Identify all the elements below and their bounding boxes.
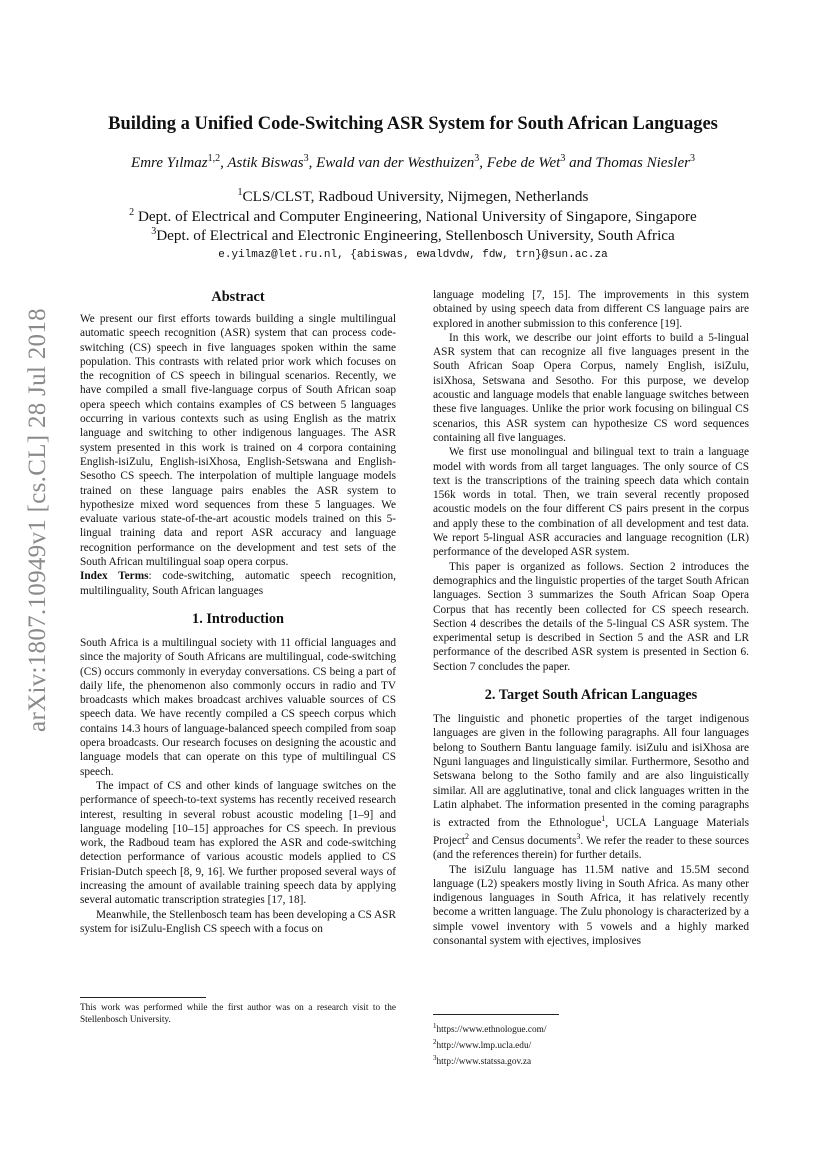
intro-continuation: language modeling [7, 15]. The improvements in this system obtained by using speech data from different CS language pairs are explored in another submission to this conference [19]. (433, 289, 749, 330)
footnote-1: $^1$https://www.ethnologue.com/ (433, 1022, 547, 1036)
footnote-left: This work was performed while the first author was on a research visit to the Stellenbosch University. (80, 1003, 396, 1025)
abstract-heading: Abstract (211, 289, 265, 305)
affiliation-3: $^3$Dept. of Electrical and Electronic Engineering, Stellenbosch University, South Africa (151, 226, 675, 245)
section-2-paragraph-2: The isiZulu language has 11.5M native and 15.5M second language (L2) speakers mostly living in South Africa. As many other indigenous languages in South Africa, it has relatively recently become a written language. The Zulu phonology is characterized by a simple vowel inventory with 5 vowels and a highly marked consonantal system with ejectives, implosives (433, 863, 749, 947)
intro-paragraph-2: The impact of CS and other kinds of language switches on the performance of speech-to-text systems has recently received research interest, resulting in several robust acoustic modeling [1–9] and language modeling [10–15] approaches for CS speech. In previous work, the Radboud team has explored the ASR and code-switching detection performance of various acoustic models applied to CS Frisian-Dutch speech [8, 9, 16]. We further proposed several ways of increasing the amount of available training speech data by applying several automatic transcription strategies [17, 18]. (80, 779, 396, 907)
footnote-divider-left (80, 997, 206, 998)
index-terms: Index Terms: code-switching, automatic speech recognition, multilinguality, South African languages (80, 570, 397, 597)
affiliation-1: $^1$CLS/CLST, Radboud University, Nijmegen, Netherlands (237, 187, 589, 206)
intro-paragraph-6: This paper is organized as follows. Section 2 introduces the demographics and the linguistic properties of the target South African languages. Section 3 summarizes the South African Soap Opera Corpus that has recently been collected for CS speech research. Section 4 describes the details of the 5-lingual CS ASR system. The experimental setup is described in Section 5 and the ASR and LR performance of the described ASR system is presented in Section 6. Section 7 concludes the paper. (433, 560, 749, 673)
paper-title: Building a Unified Code-Switching ASR System for South African Languages (108, 114, 718, 134)
footnote-ref-2: 2 (465, 832, 469, 842)
author-4: Febe de Wet$^3$ and (486, 153, 596, 171)
author-3: Ewald van der Westhuizen$^3$, (316, 153, 487, 171)
footnotes-right (433, 1020, 749, 1068)
intro-paragraph-3: Meanwhile, the Stellenbosch team has been developing a CS ASR system for isiZulu-English CS speech with a focus on (80, 908, 396, 935)
arxiv-side-stamp (20, 308, 56, 732)
author-5: Thomas Niesler$^3$ (595, 153, 695, 171)
author-emails: e.yilmaz@let.ru.nl, {abiswas, ewaldvdw, fdw, trn}@sun.ac.za (218, 249, 608, 261)
section-1-heading: 1. Introduction (192, 610, 284, 627)
intro-paragraph-1: South Africa is a multilingual society with 11 official languages and since the majority of South Africans are multilingual, code-switching (CS) occurs commonly in everyday conversations. CS being a part of daily life, the phenomenon also commonly occurs in radio and TV broadcasts which makes broadcast archives valuable sources of CS speech data. We have recently compiled a CS speech corpus which contains 14.3 hours of language-balanced speech compiled from soap opera broadcasts. Our research focuses on designing the acoustic and language models that can operate on this type of multilingual CS speech. (80, 636, 396, 778)
footnote-3: $^3$http://www.statssa.gov.za (433, 1054, 532, 1068)
right-column (433, 288, 749, 948)
footnote-divider-right (433, 1014, 559, 1015)
author-2: Astik Biswas$^3$, (227, 153, 317, 171)
intro-paragraph-4: In this work, we describe our joint efforts to build a 5-lingual ASR system that can recognize all five languages present in the South African Soap Opera Corpus, namely English, isiZulu, isiXhosa, Setswana and Sesotho. For this purpose, we develop acoustic and language models that enable language switches between these five languages. Unlike the prior work focusing on bilingual CS scenarios, this ASR system can hypothesize CS word sequences containing all five languages. (433, 331, 749, 444)
section-2-heading: 2. Target South African Languages (484, 687, 698, 704)
intro-paragraph-5: We first use monolingual and bilingual text to train a language model with words from all target languages. The only source of CS text is the transcriptions of the training speech data which contain 156k words in total. Then, we train several recently proposed acoustic models on the four different CS pairs present in the corpus and apply these to the combination of all development and test data. We report 5-lingual ASR accuracies and language recognition (LR) performance of the developed ASR system. (433, 446, 749, 559)
section-2-paragraph-1: The linguistic and phonetic properties of the target indigenous languages are given in the following paragraphs. All four languages belong to Southern Bantu language family. isiZulu and isiXhosa are Nguni languages and linguistically similar. Furthermore, Sesotho and Setswana belong to the Sotho family and are also linguistically similar. All are agglutinative, tonal and click languages written in the Latin alphabet. The information presented in the coming paragraphs is extracted from the Ethnologue$^1$, UCLA Language Materials Project$^2$ and Census documents$^3$. We refer the reader to these sources (and the references therein) for further details. (433, 713, 750, 862)
left-column (80, 288, 396, 936)
arxiv-identifier: arXiv:1807.10949v1 [cs.CL] 28 Jul 2018 (24, 308, 51, 732)
affiliation-2: $^2$ Dept. of Electrical and Computer Engineering, National University of Singapore, Singapore (129, 207, 697, 226)
index-terms-label: Index Terms (80, 570, 149, 583)
author-list (60, 153, 766, 172)
footnote-ref-1: 1 (601, 814, 606, 824)
footnote-2: $^2$http://www.lmp.ucla.edu/ (433, 1038, 532, 1052)
abstract-text: We present our first efforts towards building a single multilingual automatic speech recognition (ASR) system that can process code-switching (CS) speech in five languages spoken within the same population. This contrasts with related prior work which focuses on the recognition of CS speech in bilingual scenarios. Recently, we have compiled a small five-language corpus of South African soap opera speech which contains examples of CS between 5 languages occurring in various contexts such as using English as the matrix language and switching to other indigenous languages. The ASR system presented in this work is trained on 4 corpora containing English-isiZulu, English-isiXhosa, English-Setswana and English-Sesotho CS speech. The interpolation of multiple language models trained on these language pairs enables the ASR system to hypothesize mixed word sequences from these 5 languages. We evaluate various state-of-the-art acoustic models trained on this 5-lingual training data and report ASR accuracy and language recognition performance on the development and test sets of the South African multilingual soap opera corpus. (80, 313, 396, 569)
author-1: Emre Yılmaz$^{1,2}$, (131, 153, 228, 171)
footnote-ref-3: 3 (576, 832, 581, 842)
